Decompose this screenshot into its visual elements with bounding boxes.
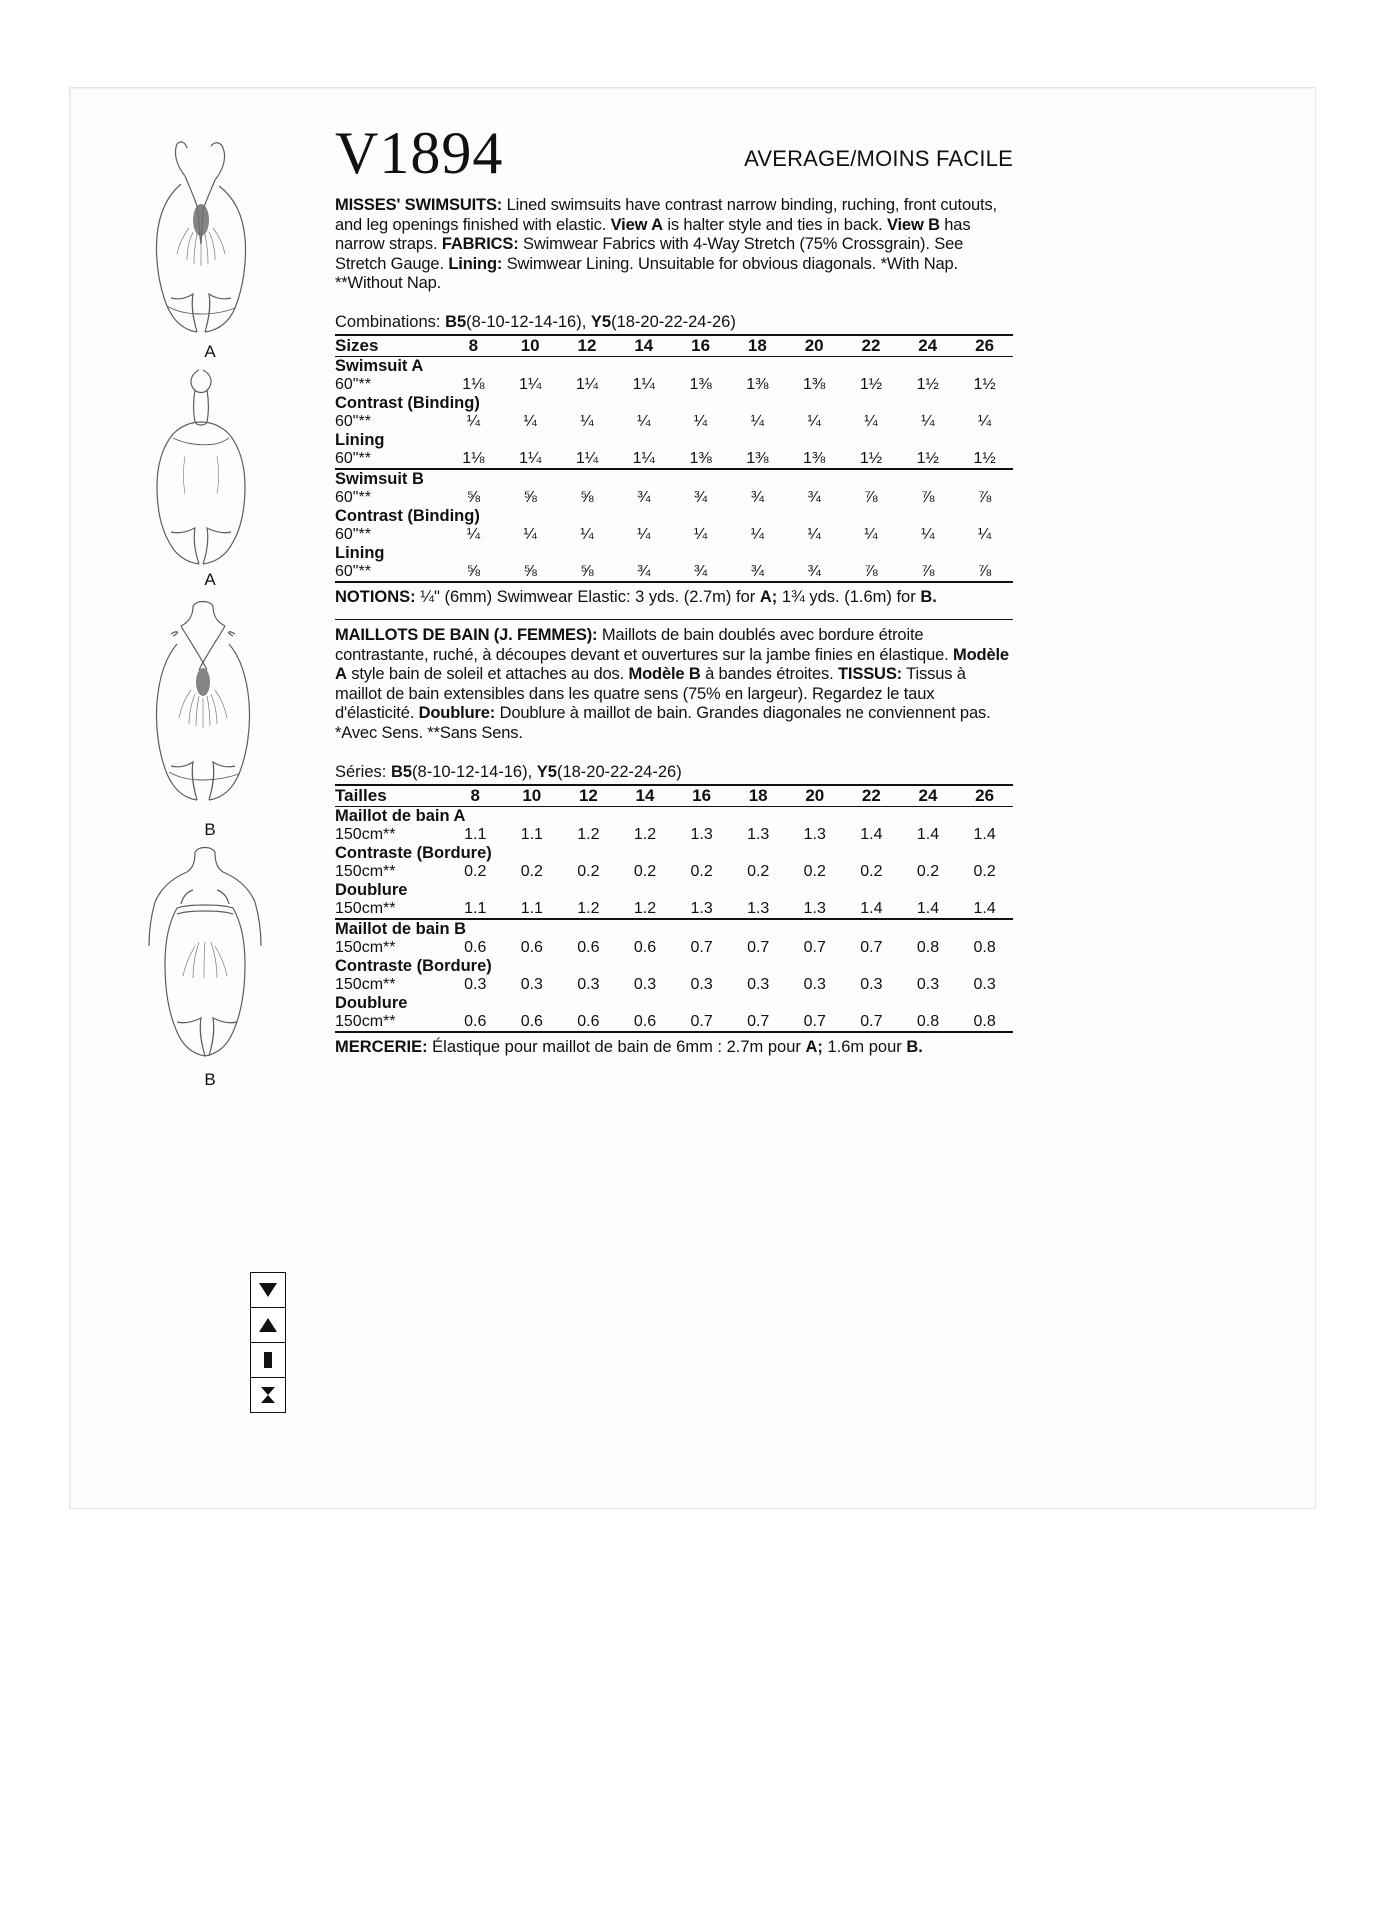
yardage-cell: 1¼ — [575, 375, 599, 393]
size-column-header: 24 — [918, 785, 938, 805]
row-label: 60"** — [335, 525, 371, 543]
table-group-label: Lining — [335, 543, 385, 562]
yardage-cell: 0.7 — [803, 1012, 826, 1030]
yardage-cell: 1¼ — [519, 449, 542, 467]
yardage-cell: ¾ — [637, 488, 651, 506]
table-group-label: Contrast (Binding) — [335, 506, 480, 525]
yardage-cell: 1.1 — [520, 825, 543, 843]
table-row — [335, 976, 1013, 994]
yardage-cell: 0.3 — [803, 975, 826, 993]
yardage-cell: 1.3 — [747, 825, 770, 843]
table-row — [335, 863, 1013, 881]
illustration-view-a-back — [110, 368, 310, 596]
yardage-cell: 1.3 — [747, 899, 770, 917]
yardage-cell: ¼ — [807, 525, 821, 543]
row-label: 60"** — [335, 488, 371, 506]
yardage-cell: ⅝ — [466, 488, 481, 506]
yardage-cell: 0.2 — [747, 862, 770, 880]
french-description: MAILLOTS DE BAIN (J. FEMMES): Maillots de bain doublés avec bordure étroite contrastante, ruché, à découpes devant et ouvertures sur la jambe finies en élastique. Modèle A style bain de soleil et attaches au dos. Modèle B à bandes étroites. TISSUS: Tissus à maillot de bain extensibles dans les quatre sens (75% en largeur). Regardez le taux d'élasticité. Doublure: Doublure à maillot de bain. Grandes diagonales ne conviennent pas. *Avec Sens. **Sans Sens. — [335, 625, 1009, 742]
triangle-up-icon — [258, 1317, 278, 1333]
yardage-cell: 1½ — [859, 375, 883, 393]
size-header-cell: Tailles — [335, 785, 387, 805]
yardage-cell: ⅞ — [921, 562, 935, 580]
illustration-view-a-front — [110, 140, 310, 368]
table-group-label: Swimsuit B — [335, 469, 424, 488]
yardage-cell: ¼ — [693, 525, 708, 543]
row-label: 150cm** — [335, 825, 396, 843]
yardage-cell: 1¼ — [632, 375, 655, 393]
yardage-cell: ¼ — [750, 412, 765, 430]
yardage-cell: 1.4 — [916, 899, 940, 917]
content-column — [335, 120, 1013, 1057]
yardage-cell: 1½ — [973, 375, 996, 393]
yardage-cell: 1.3 — [690, 899, 713, 917]
english-yardage-table — [335, 334, 1013, 585]
yardage-cell: 1.4 — [973, 899, 996, 917]
size-column-header: 18 — [747, 335, 767, 355]
yardage-cell: 1.2 — [577, 825, 600, 843]
size-header-cell: Sizes — [335, 335, 379, 355]
yardage-cell: ¼ — [523, 412, 537, 430]
yardage-cell: 0.2 — [803, 862, 826, 880]
yardage-cell: ¼ — [580, 525, 594, 543]
size-column-header: 22 — [861, 785, 881, 805]
yardage-cell: 0.3 — [633, 975, 657, 993]
size-column-header: 10 — [522, 785, 542, 805]
table-group-label: Maillot de bain B — [335, 919, 467, 938]
size-column-header: 16 — [691, 335, 711, 355]
yardage-cell: 0.7 — [690, 938, 713, 956]
size-column-header: 20 — [804, 335, 824, 355]
yardage-cell: 1⅜ — [689, 449, 712, 467]
illustration-view-b-back — [110, 846, 310, 1096]
yardage-cell: ⅞ — [864, 562, 878, 580]
size-column-header: 20 — [805, 785, 825, 805]
yardage-cell: 0.2 — [973, 862, 996, 880]
yardage-cell: 0.2 — [860, 862, 883, 880]
yardage-cell: ¼ — [523, 525, 537, 543]
yardage-cell: ¼ — [637, 412, 651, 430]
table-group-label: Swimsuit A — [335, 356, 424, 375]
illustration-caption: B — [204, 1070, 216, 1089]
yardage-cell: ¾ — [750, 562, 765, 580]
title-row — [335, 120, 1013, 192]
yardage-cell: ¼ — [580, 412, 594, 430]
triangle-down-icon — [258, 1282, 278, 1298]
yardage-cell: ⅝ — [580, 562, 594, 580]
yardage-cell: 1½ — [973, 449, 996, 467]
pattern-number: V1894 — [335, 120, 504, 186]
size-column-header: 26 — [975, 335, 995, 355]
yardage-cell: 1.1 — [464, 825, 487, 843]
yardage-cell: 0.7 — [860, 938, 883, 956]
yardage-cell: ⅝ — [523, 488, 537, 506]
difficulty-label: AVERAGE/MOINS FACILE — [744, 146, 1013, 171]
table-row — [335, 450, 1013, 469]
yardage-cell: 0.2 — [633, 862, 657, 880]
illustration-caption: A — [204, 342, 216, 361]
yardage-cell: 0.6 — [464, 938, 487, 956]
illustration-column — [110, 140, 310, 1140]
yardage-cell: 0.7 — [690, 1012, 713, 1030]
french-combinations: Séries: B5(8-10-12-14-16), Y5(18-20-22-24-26) — [335, 762, 682, 781]
yardage-cell: ⅞ — [977, 562, 992, 580]
yardage-cell: 0.3 — [973, 975, 996, 993]
table-header-row — [335, 785, 1013, 807]
english-notions: NOTIONS: ¼" (6mm) Swimwear Elastic: 3 yds. (2.7m) for A; 1¾ yds. (1.6m) for B. — [335, 587, 937, 606]
yardage-cell: 1¼ — [632, 449, 655, 467]
hourglass-icon — [258, 1386, 278, 1404]
yardage-cell: ¼ — [921, 412, 935, 430]
yardage-cell: 0.2 — [690, 862, 713, 880]
size-column-header: 14 — [634, 335, 654, 355]
yardage-cell: 0.3 — [860, 975, 883, 993]
french-table-body — [335, 785, 1013, 1035]
yardage-cell: 0.6 — [464, 1012, 487, 1030]
table-group-label-row — [335, 881, 1013, 900]
table-row — [335, 826, 1013, 844]
yardage-cell: 0.8 — [916, 938, 940, 956]
row-label: 60"** — [335, 449, 371, 467]
yardage-cell: 0.6 — [520, 1012, 543, 1030]
english-table-body — [335, 335, 1013, 585]
table-group-label-row — [335, 957, 1013, 976]
yardage-cell: 0.6 — [633, 1012, 657, 1030]
yardage-cell: 1.4 — [860, 825, 883, 843]
yardage-cell: 0.3 — [520, 975, 543, 993]
yardage-cell: 1.4 — [916, 825, 940, 843]
yardage-cell: 1.2 — [577, 899, 600, 917]
yardage-cell: 1.1 — [464, 899, 487, 917]
yardage-cell: 1.2 — [633, 899, 657, 917]
yardage-cell: 0.7 — [747, 1012, 770, 1030]
legend-cell-triangle-down — [251, 1273, 285, 1308]
row-label: 60"** — [335, 412, 371, 430]
table-group-label-row — [335, 806, 1013, 826]
row-label: 60"** — [335, 375, 371, 393]
english-combinations: Combinations: B5(8-10-12-14-16), Y5(18-20-22-24-26) — [335, 312, 736, 331]
english-description: MISSES' SWIMSUITS: Lined swimsuits have contrast narrow binding, ruching, front cutouts, and leg openings finished with elastic. View A is halter style and ties in back. View B has narrow straps. FABRICS: Swimwear Fabrics with 4-Way Stretch (75% Crossgrain). See Stretch Gauge. Lining: Swimwear Lining. Unsuitable for obvious diagonals. *With Nap. **Without Nap. — [335, 196, 997, 293]
yardage-cell: 0.2 — [464, 862, 487, 880]
yardage-cell: 0.2 — [916, 862, 940, 880]
size-column-header: 12 — [578, 785, 598, 805]
yardage-cell: 0.8 — [973, 1012, 996, 1030]
yardage-cell: 1½ — [859, 449, 883, 467]
yardage-cell: 1⅜ — [803, 375, 826, 393]
yardage-cell: ¼ — [750, 525, 765, 543]
table-group-label-row — [335, 844, 1013, 863]
yardage-cell: ¾ — [637, 562, 651, 580]
yardage-cell: ¾ — [750, 488, 765, 506]
yardage-cell: 0.3 — [916, 975, 940, 993]
table-group-label: Doublure — [335, 880, 408, 899]
row-label: 150cm** — [335, 1012, 396, 1030]
yardage-cell: 0.8 — [973, 938, 996, 956]
yardage-cell: 0.6 — [577, 938, 600, 956]
yardage-cell: ¼ — [977, 525, 992, 543]
table-group-label-row — [335, 469, 1013, 489]
table-group-label: Lining — [335, 430, 385, 449]
table-group-label-row — [335, 919, 1013, 939]
table-row — [335, 939, 1013, 957]
yardage-cell: ⅞ — [864, 488, 878, 506]
yardage-cell: ⅝ — [523, 562, 537, 580]
french-notions: MERCERIE: Élastique pour maillot de bain de 6mm : 2.7m pour A; 1.6m pour B. — [335, 1037, 923, 1056]
legend-cell-triangle-up — [251, 1308, 285, 1343]
yardage-cell: ¼ — [637, 525, 651, 543]
french-yardage-table — [335, 784, 1013, 1035]
table-row — [335, 489, 1013, 507]
table-row — [335, 563, 1013, 582]
legend-cell-hourglass — [251, 1378, 285, 1412]
row-label: 150cm** — [335, 938, 396, 956]
yardage-cell: ¾ — [807, 488, 821, 506]
row-label: 60"** — [335, 562, 371, 580]
yardage-cell: ¼ — [921, 525, 935, 543]
yardage-cell: ¾ — [807, 562, 821, 580]
yardage-cell: ⅞ — [977, 488, 992, 506]
yardage-cell: 1.3 — [803, 825, 826, 843]
yardage-cell: 1.4 — [860, 899, 883, 917]
yardage-cell: 1.3 — [690, 825, 713, 843]
legend-cell-rectangle — [251, 1343, 285, 1378]
size-column-header: 26 — [975, 785, 995, 805]
illustration-view-b-front — [110, 596, 310, 846]
yardage-cell: 0.7 — [803, 938, 826, 956]
table-row — [335, 413, 1013, 431]
row-label: 150cm** — [335, 899, 396, 917]
yardage-cell: 0.2 — [520, 862, 543, 880]
size-column-header: 16 — [692, 785, 712, 805]
table-group-label-row — [335, 544, 1013, 563]
table-row — [335, 1013, 1013, 1032]
yardage-cell: 0.6 — [633, 938, 657, 956]
table-group-label: Contraste (Bordure) — [335, 956, 492, 975]
yardage-cell: 0.3 — [690, 975, 713, 993]
table-group-label-row — [335, 994, 1013, 1013]
yardage-cell: 0.3 — [577, 975, 600, 993]
yardage-cell: ¾ — [693, 488, 708, 506]
yardage-cell: 0.7 — [747, 938, 770, 956]
yardage-cell: 0.6 — [577, 1012, 600, 1030]
yardage-cell: ¼ — [693, 412, 708, 430]
row-label: 150cm** — [335, 862, 396, 880]
yardage-cell: ¼ — [864, 525, 878, 543]
yardage-cell: 0.3 — [464, 975, 487, 993]
yardage-cell: 0.6 — [520, 938, 543, 956]
yardage-cell: ¼ — [864, 412, 878, 430]
yardage-cell: 1.1 — [520, 899, 543, 917]
yardage-cell: 1⅜ — [689, 375, 712, 393]
yardage-cell: ¼ — [977, 412, 992, 430]
yardage-cell: 1⅜ — [803, 449, 826, 467]
yardage-cell: 1.2 — [633, 825, 657, 843]
yardage-cell: ⅝ — [466, 562, 481, 580]
yardage-cell: ⅞ — [921, 488, 935, 506]
yardage-cell: 1⅜ — [746, 449, 769, 467]
section-divider — [335, 619, 1013, 620]
table-group-label: Contrast (Binding) — [335, 393, 480, 412]
table-group-label-row — [335, 507, 1013, 526]
yardage-cell: ⅝ — [580, 488, 594, 506]
yardage-cell: ¼ — [466, 525, 481, 543]
symbol-legend-box — [250, 1272, 286, 1413]
size-column-header: 18 — [748, 785, 768, 805]
size-column-header: 12 — [577, 335, 597, 355]
yardage-cell: 1⅛ — [462, 449, 485, 467]
yardage-cell: 1¼ — [575, 449, 599, 467]
size-column-header: 8 — [468, 335, 479, 355]
size-column-header: 24 — [918, 335, 938, 355]
table-group-label-row — [335, 394, 1013, 413]
yardage-cell: 1⅜ — [746, 375, 769, 393]
table-row — [335, 376, 1013, 394]
table-group-label-row — [335, 431, 1013, 450]
yardage-cell: 1⅛ — [462, 375, 485, 393]
illustration-caption: A — [204, 570, 216, 589]
yardage-cell: ¾ — [693, 562, 708, 580]
yardage-cell: ¼ — [807, 412, 821, 430]
table-row — [335, 900, 1013, 919]
table-row — [335, 526, 1013, 544]
table-group-label-row — [335, 356, 1013, 376]
yardage-cell: 0.7 — [860, 1012, 883, 1030]
yardage-cell: 0.2 — [577, 862, 600, 880]
yardage-cell: 1½ — [916, 375, 939, 393]
yardage-cell: ¼ — [466, 412, 481, 430]
illustration-caption: B — [204, 820, 216, 839]
table-group-label: Maillot de bain A — [335, 806, 466, 825]
table-group-label: Contraste (Bordure) — [335, 843, 492, 862]
yardage-cell: 0.8 — [916, 1012, 940, 1030]
yardage-cell: 1¼ — [519, 375, 542, 393]
yardage-cell: 1.3 — [803, 899, 826, 917]
yardage-cell: 1½ — [916, 449, 939, 467]
yardage-cell: 0.3 — [747, 975, 770, 993]
size-column-header: 10 — [520, 335, 540, 355]
row-label: 150cm** — [335, 975, 396, 993]
size-column-header: 14 — [635, 785, 655, 805]
table-group-label: Doublure — [335, 993, 408, 1012]
size-column-header: 22 — [861, 335, 881, 355]
size-column-header: 8 — [470, 785, 480, 805]
yardage-cell: 1.4 — [973, 825, 996, 843]
rectangle-icon — [258, 1351, 278, 1369]
table-header-row — [335, 335, 1013, 357]
